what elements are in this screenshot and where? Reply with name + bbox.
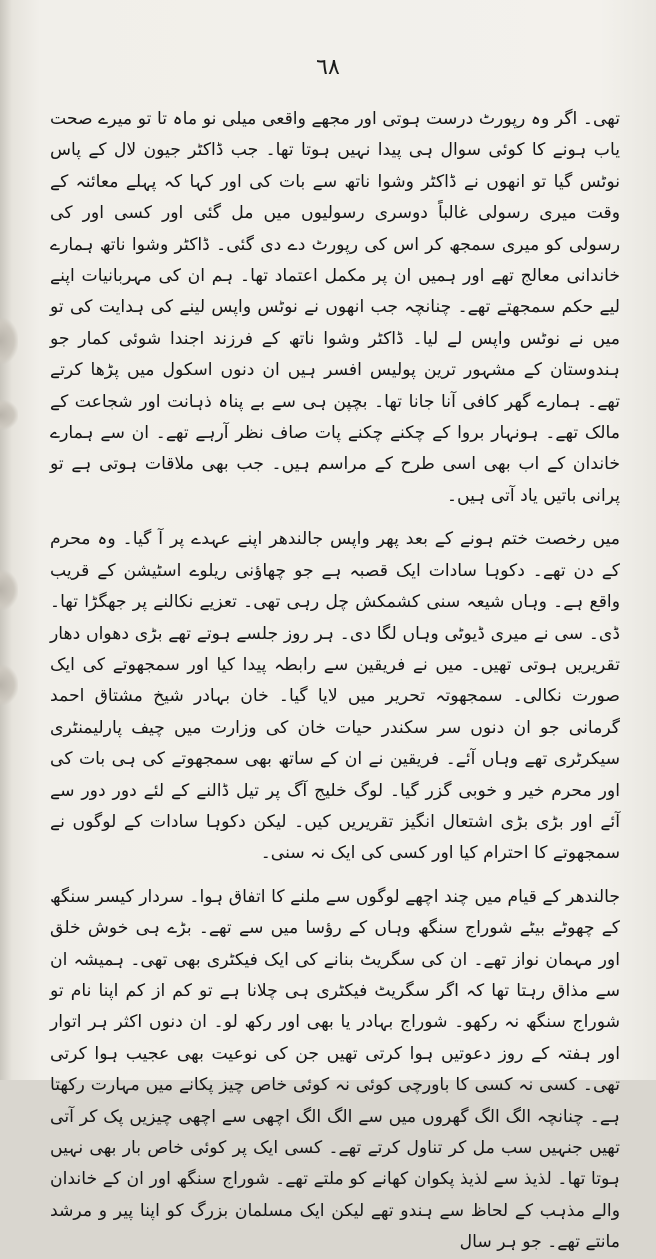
page-edge-damage xyxy=(0,400,18,430)
page-number: ٦٨ xyxy=(316,55,340,80)
page-edge-damage xyxy=(0,570,18,610)
page-edge-damage xyxy=(0,318,18,364)
page-edge-damage xyxy=(0,665,18,705)
paragraph: تھی۔ اگر وہ رپورٹ درست ہوتی اور مجھے واقعی میلی نو ماہ تا تو میرے صحت یاب ہونے کا کوئی سوال ہی پیدا نہیں ہوتا تھا۔ جب ڈاکٹر جیون لال کے پاس نوٹس گیا تو انھوں نے ڈاکٹر وشوا ناتھ سے بات کی اور کہا کہ پہلے معائنہ کے وقت میری رسولی غالباً دوسری رسولیوں میں مل گئی اور کسی اور کی رسولی کو میری سمجھ کر اس کی رپورٹ دے دی گئی۔ ڈاکٹر وشوا ناتھ ہمارے خاندانی معالج تھے اور ہمیں ان پر مکمل اعتماد تھا۔ ہم ان کی مہربانیات اپنے لیے حکم سمجھتے تھے۔ چنانچہ جب انھوں نے نوٹس واپس لینے کی ہدایت کی تو میں نے نوٹس واپس لے لیا۔ ڈاکٹر وشوا ناتھ کے فرزند اجندا شوئی کمار جو ہندوستان کے مشہور ترین پولیس افسر ہیں ان دنوں اسکول میں پڑھا کرتے تھے۔ ہمارے گھر کافی آنا جانا تھا۔ بچپن ہی سے بے پناہ ذہانت اور شجاعت کے مالک تھے۔ ہونہار بروا کے چکنے چکنے پات صاف نظر آرہے تھے۔ ان سے ہمارے خاندان کے اب بھی اسی طرح کے مراسم ہیں۔ جب بھی ملاقات ہوتی ہے تو پرانی باتیں یاد آتی ہیں۔ xyxy=(50,109,620,506)
page-body xyxy=(50,104,620,1259)
paragraph: جالندھر کے قیام میں چند اچھے لوگوں سے ملنے کا اتفاق ہوا۔ سردار کیسر سنگھ کے چھوٹے بیٹے شوراج سنگھ وہاں کے رؤسا میں سے تھے۔ بڑے ہی خوش خلق اور مہمان نواز تھے۔ ان کی سگریٹ بنانے کی ایک فیکٹری بھی تھی۔ ہمیشہ ان سے مذاق رہتا تھا کہ اگر سگریٹ فیکٹری ہی چلانا ہے تو کم از کم اپنا نام تو شوراج سنگھ نہ رکھو۔ شوراج بہادر یا بھی اور رکھ لو۔ ان دنوں اکثر ہر اتوار اور ہفتہ کے روز دعوتیں ہوا کرتی تھیں جن کی نوعیت بھی عجیب ہوا کرتی تھی۔ کسی نہ کسی کا باورچی کوئی نہ کوئی خاص چیز پکانے میں مہارت رکھتا ہے۔ چنانچہ الگ الگ گھروں میں سے الگ الگ اچھی سے اچھی چیزیں پک کر آتی تھیں جنہیں سب مل کر تناول کرتے تھے۔ کسی ایک پر کوئی خاص بار بھی نہیں ہوتا تھا۔ لذیذ سے لذیذ پکوان کھانے کو ملتے تھے۔ شوراج سنگھ اور ان کے خاندان والے مذہب کے لحاظ سے ہندو تھے لیکن ایک مسلمان بزرگ کو اپنا پیر و مرشد مانتے تھے۔ جو ہر سال xyxy=(50,886,620,1253)
paragraph: میں رخصت ختم ہونے کے بعد پھر واپس جالندھر اپنے عہدے پر آ گیا۔ وہ محرم کے دن تھے۔ دکوہا سادات ایک قصبہ ہے جو چھاؤنی ریلوے اسٹیشن کے قریب واقع ہے۔ وہاں شیعہ سنی کشمکش چل رہی تھی۔ تعزیے نکالنے پر جھگڑا تھا۔ ڈی۔ سی نے میری ڈیوٹی وہاں لگا دی۔ ہر روز جلسے ہوتے تھے بڑی دھواں دھار تقریریں ہوتی تھیں۔ میں نے فریقین سے رابطہ پیدا کیا اور سمجھوتے کی ایک صورت نکالی۔ سمجھوتہ تحریر میں لایا گیا۔ خان بہادر شیخ مشتاق احمد گرمانی جو ان دنوں سر سکندر حیات خان کی وزارت میں چیف پارلیمنٹری سیکرٹری تھے وہاں آئے۔ فریقین نے ان کے ساتھ بھی سمجھوتے کی ہی بات کی اور محرم خیر و خوبی گزر گیا۔ لوگ خلیج آگ پر تیل ڈالنے کے لئے دور دور سے آئے اور بڑی بڑی اشتعال انگیز تقریریں کیں۔ لیکن دکوہا سادات کے لوگوں نے سمجھوتے کا احترام کیا اور کسی کی ایک نہ سنی۔ xyxy=(50,529,620,864)
